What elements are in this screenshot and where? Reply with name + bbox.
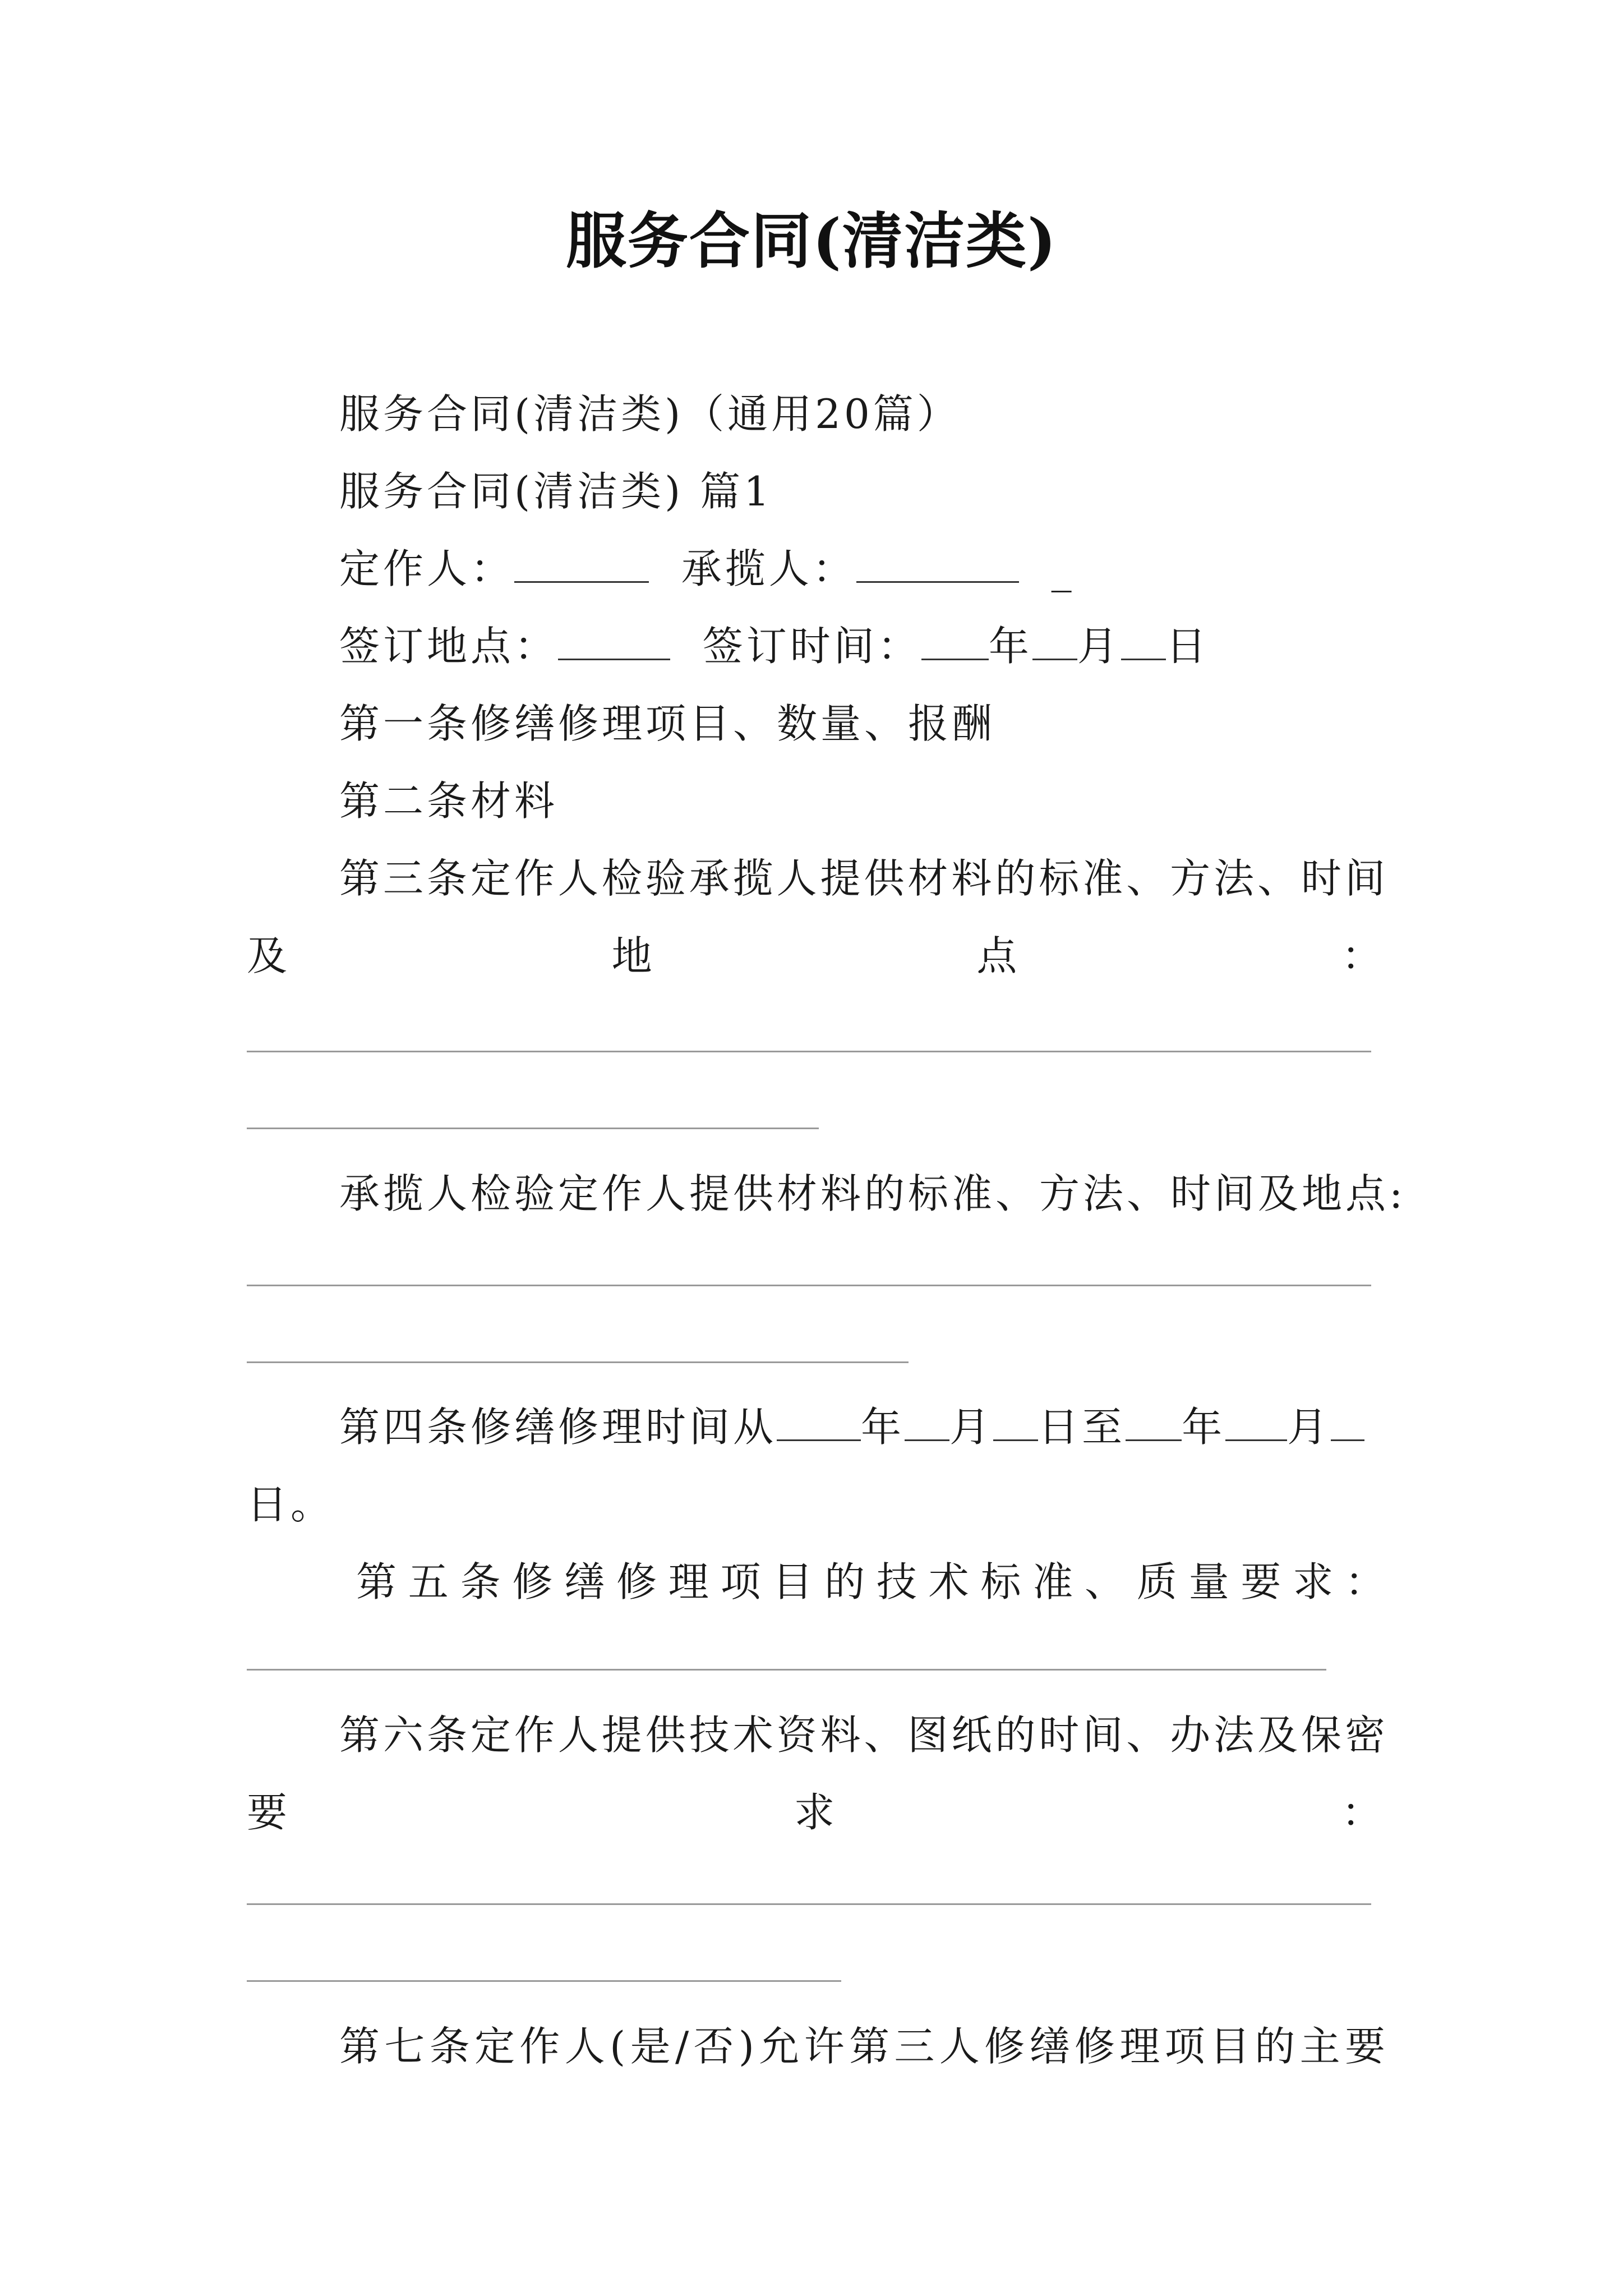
signing-line — [339, 619, 1210, 673]
article-4-prefix: 第四条修缮修理时间从 — [339, 1404, 777, 1451]
article-4-line-2: 日。 — [247, 1481, 335, 1528]
signing-place-label: 签订地点： — [339, 623, 559, 670]
signing-place-blank[interactable] — [558, 625, 670, 660]
contractor-check-fill-line-1[interactable] — [247, 1285, 1371, 1286]
article-3-word-2: 地 — [611, 932, 656, 979]
part-heading: 服务合同(清洁类) 篇1 — [339, 468, 773, 515]
article-7-line-1 — [339, 2019, 1385, 2073]
article-3-line-1 — [339, 852, 1385, 905]
article-5-line — [356, 1555, 1385, 1609]
article-1: 第一条修缮修理项目、数量、报酬 — [339, 700, 996, 747]
signing-year-unit: 年 — [988, 623, 1032, 670]
orderer-label: 定作人： — [339, 545, 515, 592]
article-4-line-1 — [339, 1400, 1364, 1454]
signing-month-blank[interactable] — [1032, 625, 1077, 660]
art4-year1-unit: 年 — [861, 1404, 905, 1451]
parties-line — [339, 542, 1075, 596]
signing-year-blank[interactable] — [921, 625, 989, 660]
article-7-text: 第七条定作人(是/否)允许第三人修缮修理项目的主要 — [339, 2023, 1385, 2070]
article-6-fill-line-1[interactable] — [247, 1903, 1371, 1905]
art4-month2-blank[interactable] — [1225, 1406, 1287, 1441]
article-6-line-2 — [247, 1786, 1385, 1839]
contractor-check-fill-line-2[interactable] — [247, 1361, 909, 1363]
article-2: 第二条材料 — [339, 777, 559, 825]
signing-time-label: 签订时间： — [702, 623, 921, 670]
article-3-text: 第三条定作人检验承揽人提供材料的标准、方法、时间 — [339, 855, 1385, 902]
article-6-fill-line-2[interactable] — [247, 1980, 841, 1982]
article-3-fill-line-2[interactable] — [247, 1128, 819, 1129]
art4-day1-unit: 日至 — [1038, 1404, 1126, 1451]
article-6-word-3: ： — [1341, 1789, 1385, 1836]
orderer-blank[interactable] — [514, 547, 649, 583]
article-3-fill-line-1[interactable] — [247, 1051, 1371, 1052]
subtitle: 服务合同(清洁类)（通用20篇） — [339, 390, 961, 438]
art4-month1-blank[interactable] — [905, 1406, 949, 1441]
art4-month1-unit: 月 — [949, 1404, 994, 1451]
art4-year2-blank[interactable] — [1126, 1406, 1182, 1441]
signing-month-unit: 月 — [1077, 623, 1121, 670]
contractor-blank[interactable] — [856, 547, 1019, 583]
contractor-label: 承揽人： — [681, 545, 856, 592]
art4-year1-blank[interactable] — [777, 1406, 861, 1441]
article-5-fill-line[interactable] — [247, 1669, 1326, 1671]
signing-day-blank[interactable] — [1121, 625, 1166, 660]
signing-day-unit: 日 — [1165, 623, 1210, 670]
article-6-text: 第六条定作人提供技术资料、图纸的时间、办法及保密 — [339, 1711, 1385, 1759]
art4-month2-unit: 月 — [1287, 1404, 1331, 1451]
article-3-word-1: 及 — [247, 932, 291, 979]
article-5-text: 第五条修缮修理项目的技术标准、质量要求： — [356, 1558, 1385, 1605]
art4-year2-unit: 年 — [1182, 1404, 1226, 1451]
article-3-word-4: ： — [1341, 932, 1385, 979]
contractor-tail: _ — [1051, 545, 1075, 592]
article-6-word-2: 求 — [794, 1789, 838, 1836]
contractor-check: 承揽人检验定作人提供材料的标准、方法、时间及地点: — [339, 1170, 1407, 1217]
art4-day1-blank[interactable] — [993, 1406, 1038, 1441]
article-3-line-2 — [247, 929, 1385, 983]
art4-day2-blank[interactable] — [1331, 1406, 1364, 1441]
article-6-word-1: 要 — [247, 1789, 291, 1836]
article-6-line-1 — [339, 1708, 1385, 1762]
document-title: 服务合同(清洁类) — [565, 206, 1058, 277]
article-3-word-3: 点 — [976, 932, 1021, 979]
